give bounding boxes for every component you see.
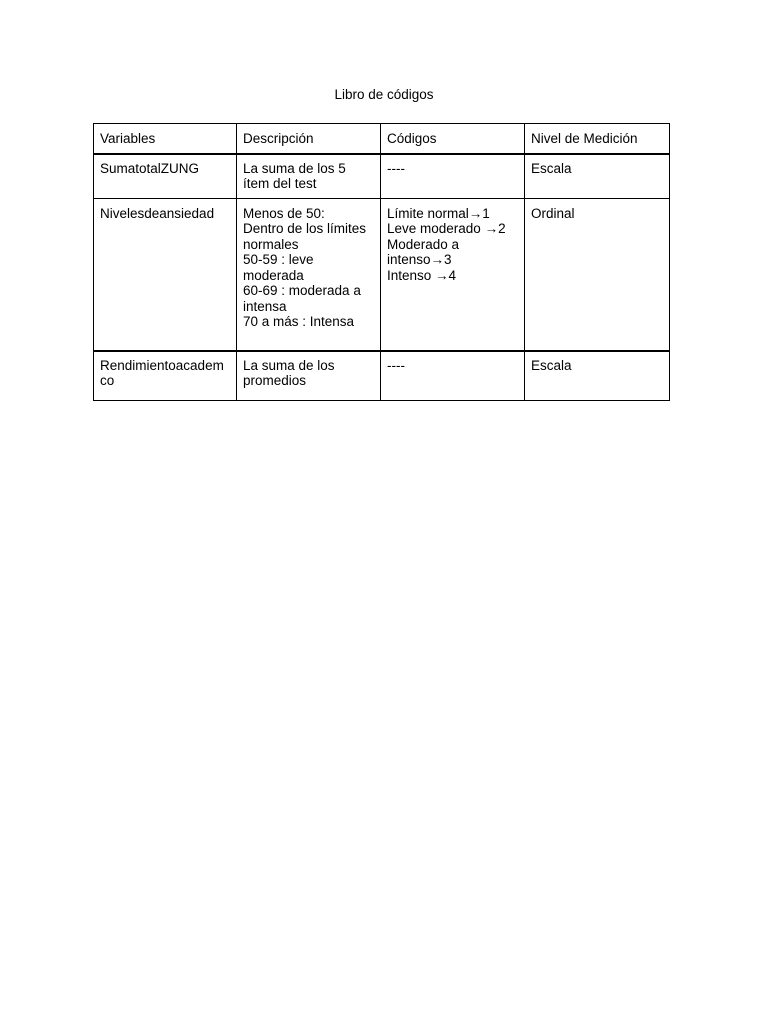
description-line: La suma de los 5 bbox=[243, 160, 346, 176]
description-line: 50-59 : leve bbox=[243, 252, 314, 267]
cell-codes bbox=[381, 351, 525, 401]
codes-line: ---- bbox=[387, 160, 405, 176]
description-line: Dentro de los límites bbox=[243, 221, 367, 236]
description-line: ítem del test bbox=[243, 176, 317, 191]
description-line: promedios bbox=[243, 373, 307, 388]
cell-level bbox=[525, 198, 670, 351]
description-line: 70 a más : Intensa bbox=[243, 314, 355, 329]
document-title: Libro de códigos bbox=[334, 87, 434, 102]
cell-level bbox=[525, 154, 670, 199]
cell-variable bbox=[94, 351, 237, 401]
cell-variable bbox=[94, 198, 237, 351]
codebook-table bbox=[93, 123, 670, 401]
header-variables: Variables bbox=[94, 124, 237, 154]
table-row bbox=[94, 351, 670, 401]
codes-line: Moderado a bbox=[387, 236, 460, 252]
header-description: Descripción bbox=[237, 124, 381, 154]
codes-line: Leve moderado →2 bbox=[387, 221, 506, 236]
description-line: normales bbox=[243, 236, 299, 252]
cell-codes bbox=[381, 154, 525, 199]
cell-variable bbox=[94, 154, 237, 199]
measurement-level: Ordinal bbox=[531, 205, 575, 221]
variable-name: Rendimientoacadem bbox=[100, 357, 224, 373]
cell-codes bbox=[381, 198, 525, 351]
description-line: intensa bbox=[243, 298, 287, 314]
table-row bbox=[94, 154, 670, 199]
variable-name: co bbox=[100, 373, 115, 388]
header-measurement-level: Nivel de Medición bbox=[525, 124, 670, 154]
codes-line: ---- bbox=[387, 357, 405, 373]
description-line: La suma de los bbox=[243, 357, 335, 373]
cell-description bbox=[237, 198, 381, 351]
cell-description bbox=[237, 154, 381, 199]
table-header-row bbox=[94, 124, 670, 154]
cell-description bbox=[237, 351, 381, 401]
codes-line: intenso→3 bbox=[387, 252, 452, 267]
variable-name: SumatotalZUNG bbox=[100, 160, 200, 176]
table-row bbox=[94, 198, 670, 351]
description-line: moderada bbox=[243, 267, 304, 283]
measurement-level: Escala bbox=[531, 160, 572, 176]
variable-name: Nivelesdeansiedad bbox=[100, 205, 215, 221]
description-line: 60-69 : moderada a bbox=[243, 283, 361, 298]
codes-line: Intenso →4 bbox=[387, 267, 457, 283]
cell-level bbox=[525, 351, 670, 401]
measurement-level: Escala bbox=[531, 357, 572, 373]
codes-line: Límite normal→1 bbox=[387, 205, 490, 221]
header-codes: Códigos bbox=[381, 124, 525, 154]
description-line: Menos de 50: bbox=[243, 205, 325, 221]
